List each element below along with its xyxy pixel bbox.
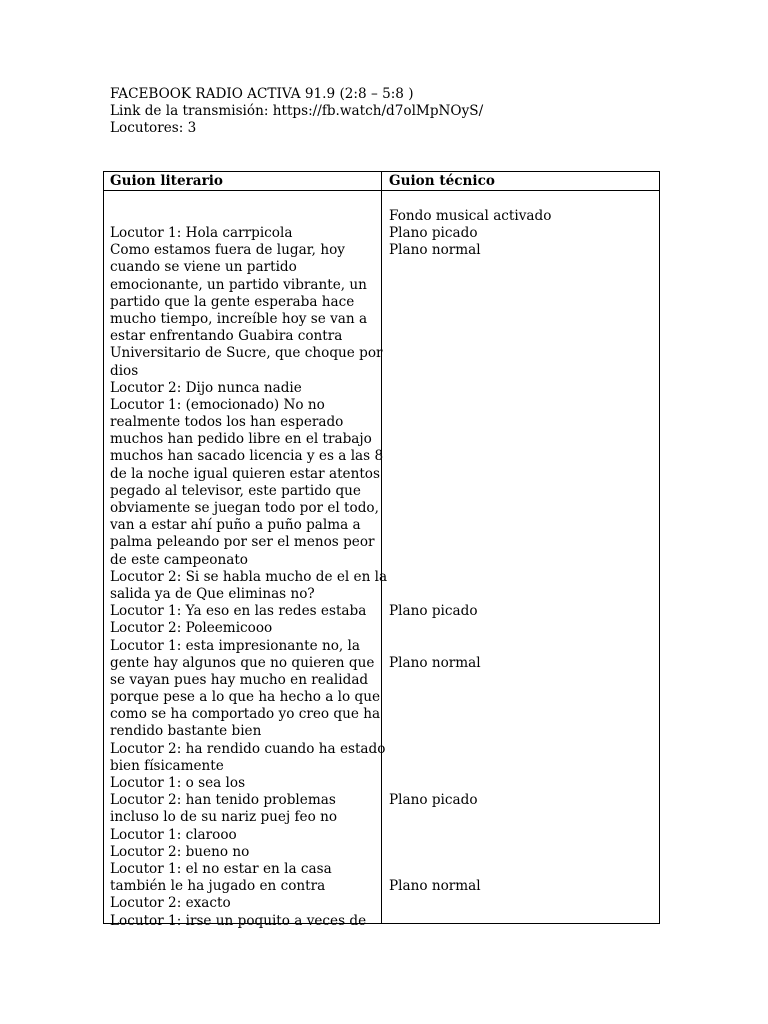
literary-script-line: Locutor 2: Si se habla mucho de el en la [110,568,388,585]
literary-script-line: Locutor 2: ha rendido cuando ha estado [110,740,386,757]
technical-script-line [389,638,657,655]
script-table [103,171,660,929]
literary-script-line: bien físicamente [110,757,224,774]
technical-script-line [389,431,657,448]
literary-script-line: Locutor 1: el no estar en la casa [110,860,332,877]
technical-script-line [389,672,657,689]
literary-script-line: Locutor 1: o sea los [110,775,246,791]
technical-script-line [389,844,657,861]
technical-script-line: Plano normal [389,242,481,259]
technical-script-line [389,346,657,363]
literary-script-line: también le ha jugado en contra [110,878,326,895]
technical-script-line: Plano normal [389,654,481,671]
technical-script-line: Plano picado [389,792,478,809]
technical-script-line: Plano picado [389,225,478,242]
technical-script-line [389,500,657,517]
technical-script-line [389,689,657,706]
technical-script-line [389,449,657,466]
transmission-link: Link de la transmisión: https://fb.watch/d7olMpNOyS/ [110,103,484,120]
technical-script-line [389,569,657,586]
literary-script-line: Locutor 2: Poleemicooo [110,620,273,637]
program-title: FACEBOOK RADIO ACTIVA 91.9 (2:8 – 5:8 ) [110,86,414,102]
technical-script-line [389,380,657,397]
literary-script-line: Locutor 2: exacto [110,895,231,912]
literary-script-line: Locutor 1: (emocionado) No no [110,396,325,413]
literary-script-line: pegado al televisor, este partido que [110,482,361,499]
technical-script-line [389,827,657,844]
literary-script-line: se vayan pues hay mucho en realidad [110,671,369,688]
literary-script-line: Locutor 1: Hola carrpicola [110,225,293,241]
technical-script-line [389,758,657,775]
literary-script-line: Locutor 2: Dijo nunca nadie [110,379,302,396]
literary-script-line: obviamente se juegan todo por el todo, [110,500,379,516]
technical-script-line [389,517,657,534]
technical-script-line: Fondo musical activado [389,208,552,224]
literary-script-line: gente hay algunos que no quieren que [110,654,375,671]
literary-script-line: Locutor 1: Ya eso en las redes estaba [110,603,367,620]
header-divider [104,190,659,191]
column-divider [381,172,382,923]
technical-script-line [389,294,657,311]
literary-script-line: estar enfrentando Guabira contra [110,328,343,345]
technical-script-line [389,363,657,380]
technical-script-column [389,208,657,896]
literary-script-line: salida ya de Que eliminas no? [110,585,315,602]
speakers-count: Locutores: 3 [110,120,197,137]
literary-script-line: de este campeonato [110,551,248,568]
literary-script-line: de la noche igual quieren estar atentos [110,465,380,482]
header-technical-script: Guion técnico [389,173,495,189]
literary-script-line: mucho tiempo, increíble hoy se van a [110,310,368,327]
technical-script-line [389,328,657,345]
literary-script-line: van a estar ahí puño a puño palma a [110,517,361,534]
technical-script-line [389,741,657,758]
document-header [110,86,483,138]
technical-script-line [389,311,657,328]
technical-script-line [389,724,657,741]
literary-script-line: emocionante, un partido vibrante, un [110,276,367,293]
literary-script-line: Locutor 1: irse un poquito a veces de [110,912,367,929]
literary-script-line: partido que la gente esperaba hace [110,293,355,310]
literary-script-line: Universitario de Sucre, que choque por [110,345,383,362]
technical-script-line [389,775,657,792]
technical-script-line [389,260,657,277]
literary-script-line: palma peleando por ser el menos peor [110,534,375,551]
literary-script-line: porque pese a lo que ha hecho a lo que [110,689,381,706]
literary-script-line: incluso lo de su nariz puej feo no [110,809,338,826]
literary-script-line: cuando se viene un partido [110,259,297,276]
technical-script-line [389,810,657,827]
technical-script-line [389,466,657,483]
literary-script-line: Locutor 1: clarooo [110,826,237,843]
literary-script-line: rendido bastante bien [110,723,262,740]
technical-script-line [389,277,657,294]
technical-script-line [389,483,657,500]
literary-script-line: muchos han sacado licencia y es a las 8 [110,448,384,465]
literary-script-line: dios [110,362,139,379]
technical-script-line [389,535,657,552]
literary-script-line: Locutor 2: bueno no [110,843,250,860]
literary-script-line: Como estamos fuera de lugar, hoy [110,242,345,259]
literary-script-line: Locutor 2: han tenido problemas [110,792,336,809]
header-literary-script: Guion literario [110,173,223,189]
literary-script-column [110,225,388,930]
technical-script-line: Plano normal [389,878,481,895]
literary-script-line: realmente todos los han esperado [110,414,344,431]
technical-script-line [389,706,657,723]
literary-script-line: Locutor 1: esta impresionante no, la [110,637,360,654]
technical-script-line [389,414,657,431]
technical-script-line [389,861,657,878]
technical-script-line: Plano picado [389,603,478,620]
technical-script-line [389,552,657,569]
literary-script-line: como se ha comportado yo creo que ha [110,706,381,723]
technical-script-line [389,586,657,603]
technical-script-line [389,621,657,638]
literary-script-line: muchos han pedido libre en el trabajo [110,431,372,448]
technical-script-line [389,397,657,414]
